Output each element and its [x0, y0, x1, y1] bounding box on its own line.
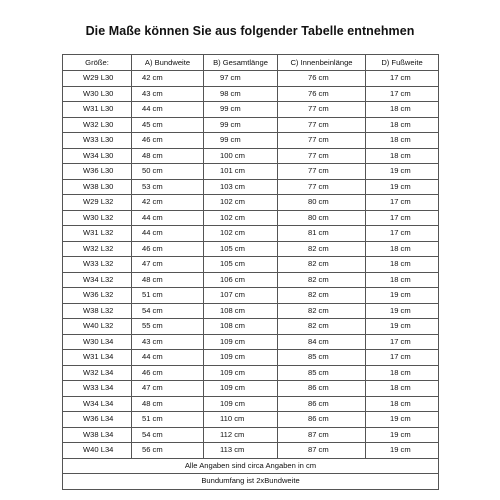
total-length-cell: 102 cm — [204, 195, 278, 211]
leg-opening-cell: 18 cm — [366, 241, 439, 257]
inseam-length-cell: 77 cm — [278, 148, 366, 164]
table-row — [63, 71, 439, 87]
inseam-length-cell: 87 cm — [278, 427, 366, 443]
size-cell: W30 L34 — [63, 334, 132, 350]
header-size: Größe: — [63, 55, 132, 71]
size-cell: W38 L34 — [63, 427, 132, 443]
header-inseam-length: C) Innenbeinlänge — [278, 55, 366, 71]
inseam-length-cell: 85 cm — [278, 365, 366, 381]
leg-opening-cell: 18 cm — [366, 365, 439, 381]
size-cell: W38 L30 — [63, 179, 132, 195]
waist-width-cell: 47 cm — [132, 381, 204, 397]
total-length-cell: 99 cm — [204, 117, 278, 133]
total-length-cell: 109 cm — [204, 334, 278, 350]
inseam-length-cell: 80 cm — [278, 195, 366, 211]
table-row — [63, 102, 439, 118]
table-body — [63, 71, 439, 459]
table-row — [63, 179, 439, 195]
total-length-cell: 110 cm — [204, 412, 278, 428]
total-length-cell: 108 cm — [204, 303, 278, 319]
total-length-cell: 102 cm — [204, 210, 278, 226]
inseam-length-cell: 82 cm — [278, 288, 366, 304]
leg-opening-cell: 18 cm — [366, 381, 439, 397]
size-cell: W34 L30 — [63, 148, 132, 164]
table-row — [63, 396, 439, 412]
waist-width-cell: 53 cm — [132, 179, 204, 195]
leg-opening-cell: 18 cm — [366, 396, 439, 412]
waist-width-cell: 44 cm — [132, 210, 204, 226]
inseam-length-cell: 86 cm — [278, 381, 366, 397]
total-length-cell: 99 cm — [204, 133, 278, 149]
total-length-cell: 106 cm — [204, 272, 278, 288]
total-length-cell: 105 cm — [204, 257, 278, 273]
total-length-cell: 97 cm — [204, 71, 278, 87]
total-length-cell: 103 cm — [204, 179, 278, 195]
inseam-length-cell: 82 cm — [278, 272, 366, 288]
waist-width-cell: 46 cm — [132, 241, 204, 257]
waist-width-cell: 56 cm — [132, 443, 204, 459]
inseam-length-cell: 76 cm — [278, 86, 366, 102]
inseam-length-cell: 82 cm — [278, 241, 366, 257]
waist-width-cell: 48 cm — [132, 396, 204, 412]
size-cell: W36 L32 — [63, 288, 132, 304]
inseam-length-cell: 84 cm — [278, 334, 366, 350]
page-title: Die Maße können Sie aus folgender Tabelle entnehmen — [85, 24, 415, 38]
waist-width-cell: 42 cm — [132, 71, 204, 87]
table-row — [63, 381, 439, 397]
table-row — [63, 86, 439, 102]
size-cell: W29 L32 — [63, 195, 132, 211]
leg-opening-cell: 17 cm — [366, 226, 439, 242]
leg-opening-cell: 19 cm — [366, 179, 439, 195]
waist-width-cell: 48 cm — [132, 148, 204, 164]
table-row — [63, 195, 439, 211]
waist-width-cell: 55 cm — [132, 319, 204, 335]
total-length-cell: 109 cm — [204, 365, 278, 381]
table-row — [63, 226, 439, 242]
total-length-cell: 99 cm — [204, 102, 278, 118]
total-length-cell: 112 cm — [204, 427, 278, 443]
waist-width-cell: 43 cm — [132, 334, 204, 350]
size-cell: W36 L34 — [63, 412, 132, 428]
leg-opening-cell: 17 cm — [366, 195, 439, 211]
table-header-row — [63, 55, 439, 71]
table-row — [63, 241, 439, 257]
table-row — [63, 164, 439, 180]
table-row — [63, 133, 439, 149]
leg-opening-cell: 18 cm — [366, 148, 439, 164]
table-row — [63, 257, 439, 273]
size-cell: W31 L30 — [63, 102, 132, 118]
total-length-cell: 113 cm — [204, 443, 278, 459]
leg-opening-cell: 19 cm — [366, 443, 439, 459]
total-length-cell: 98 cm — [204, 86, 278, 102]
note-approximate: Alle Angaben sind circa Angaben in cm — [63, 458, 439, 474]
leg-opening-cell: 18 cm — [366, 133, 439, 149]
size-cell: W34 L32 — [63, 272, 132, 288]
leg-opening-cell: 19 cm — [366, 288, 439, 304]
waist-width-cell: 50 cm — [132, 164, 204, 180]
table-row — [63, 288, 439, 304]
total-length-cell: 101 cm — [204, 164, 278, 180]
waist-width-cell: 45 cm — [132, 117, 204, 133]
table-row — [63, 443, 439, 459]
header-leg-opening: D) Fußweite — [366, 55, 439, 71]
leg-opening-cell: 17 cm — [366, 86, 439, 102]
leg-opening-cell: 17 cm — [366, 210, 439, 226]
size-cell: W40 L32 — [63, 319, 132, 335]
note-row — [63, 458, 439, 474]
inseam-length-cell: 80 cm — [278, 210, 366, 226]
waist-width-cell: 46 cm — [132, 365, 204, 381]
waist-width-cell: 46 cm — [132, 133, 204, 149]
header-total-length: B) Gesamtlänge — [204, 55, 278, 71]
total-length-cell: 100 cm — [204, 148, 278, 164]
table-row — [63, 350, 439, 366]
table-row — [63, 427, 439, 443]
size-cell: W33 L30 — [63, 133, 132, 149]
table-row — [63, 412, 439, 428]
size-cell: W31 L34 — [63, 350, 132, 366]
size-cell: W34 L34 — [63, 396, 132, 412]
table-row — [63, 117, 439, 133]
waist-width-cell: 44 cm — [132, 102, 204, 118]
leg-opening-cell: 18 cm — [366, 257, 439, 273]
waist-width-cell: 43 cm — [132, 86, 204, 102]
size-cell: W40 L34 — [63, 443, 132, 459]
total-length-cell: 102 cm — [204, 226, 278, 242]
size-cell: W31 L32 — [63, 226, 132, 242]
note-row — [63, 474, 439, 490]
inseam-length-cell: 82 cm — [278, 257, 366, 273]
inseam-length-cell: 77 cm — [278, 102, 366, 118]
inseam-length-cell: 81 cm — [278, 226, 366, 242]
table-row — [63, 365, 439, 381]
table-row — [63, 334, 439, 350]
leg-opening-cell: 19 cm — [366, 164, 439, 180]
inseam-length-cell: 77 cm — [278, 164, 366, 180]
size-cell: W30 L30 — [63, 86, 132, 102]
inseam-length-cell: 76 cm — [278, 71, 366, 87]
inseam-length-cell: 77 cm — [278, 117, 366, 133]
total-length-cell: 107 cm — [204, 288, 278, 304]
size-cell: W36 L30 — [63, 164, 132, 180]
size-cell: W32 L34 — [63, 365, 132, 381]
waist-width-cell: 44 cm — [132, 350, 204, 366]
total-length-cell: 109 cm — [204, 350, 278, 366]
size-cell: W30 L32 — [63, 210, 132, 226]
waist-width-cell: 42 cm — [132, 195, 204, 211]
leg-opening-cell: 19 cm — [366, 412, 439, 428]
leg-opening-cell: 19 cm — [366, 427, 439, 443]
inseam-length-cell: 87 cm — [278, 443, 366, 459]
note-waist-circumference: Bundumfang ist 2xBundweite — [63, 474, 439, 490]
inseam-length-cell: 85 cm — [278, 350, 366, 366]
waist-width-cell: 44 cm — [132, 226, 204, 242]
total-length-cell: 109 cm — [204, 396, 278, 412]
total-length-cell: 108 cm — [204, 319, 278, 335]
table-row — [63, 210, 439, 226]
size-cell: W29 L30 — [63, 71, 132, 87]
inseam-length-cell: 77 cm — [278, 133, 366, 149]
waist-width-cell: 54 cm — [132, 303, 204, 319]
table-row — [63, 148, 439, 164]
header-waist-width: A) Bundweite — [132, 55, 204, 71]
waist-width-cell: 51 cm — [132, 288, 204, 304]
total-length-cell: 105 cm — [204, 241, 278, 257]
leg-opening-cell: 19 cm — [366, 319, 439, 335]
size-cell: W32 L30 — [63, 117, 132, 133]
inseam-length-cell: 86 cm — [278, 396, 366, 412]
waist-width-cell: 48 cm — [132, 272, 204, 288]
size-cell: W32 L32 — [63, 241, 132, 257]
waist-width-cell: 54 cm — [132, 427, 204, 443]
size-table — [62, 54, 439, 490]
leg-opening-cell: 17 cm — [366, 350, 439, 366]
table-row — [63, 303, 439, 319]
size-cell: W38 L32 — [63, 303, 132, 319]
waist-width-cell: 47 cm — [132, 257, 204, 273]
table-row — [63, 319, 439, 335]
inseam-length-cell: 86 cm — [278, 412, 366, 428]
size-cell: W33 L32 — [63, 257, 132, 273]
waist-width-cell: 51 cm — [132, 412, 204, 428]
inseam-length-cell: 82 cm — [278, 303, 366, 319]
inseam-length-cell: 82 cm — [278, 319, 366, 335]
inseam-length-cell: 77 cm — [278, 179, 366, 195]
leg-opening-cell: 19 cm — [366, 303, 439, 319]
table-row — [63, 272, 439, 288]
leg-opening-cell: 18 cm — [366, 102, 439, 118]
leg-opening-cell: 18 cm — [366, 272, 439, 288]
leg-opening-cell: 17 cm — [366, 71, 439, 87]
total-length-cell: 109 cm — [204, 381, 278, 397]
leg-opening-cell: 17 cm — [366, 334, 439, 350]
size-cell: W33 L34 — [63, 381, 132, 397]
leg-opening-cell: 18 cm — [366, 117, 439, 133]
